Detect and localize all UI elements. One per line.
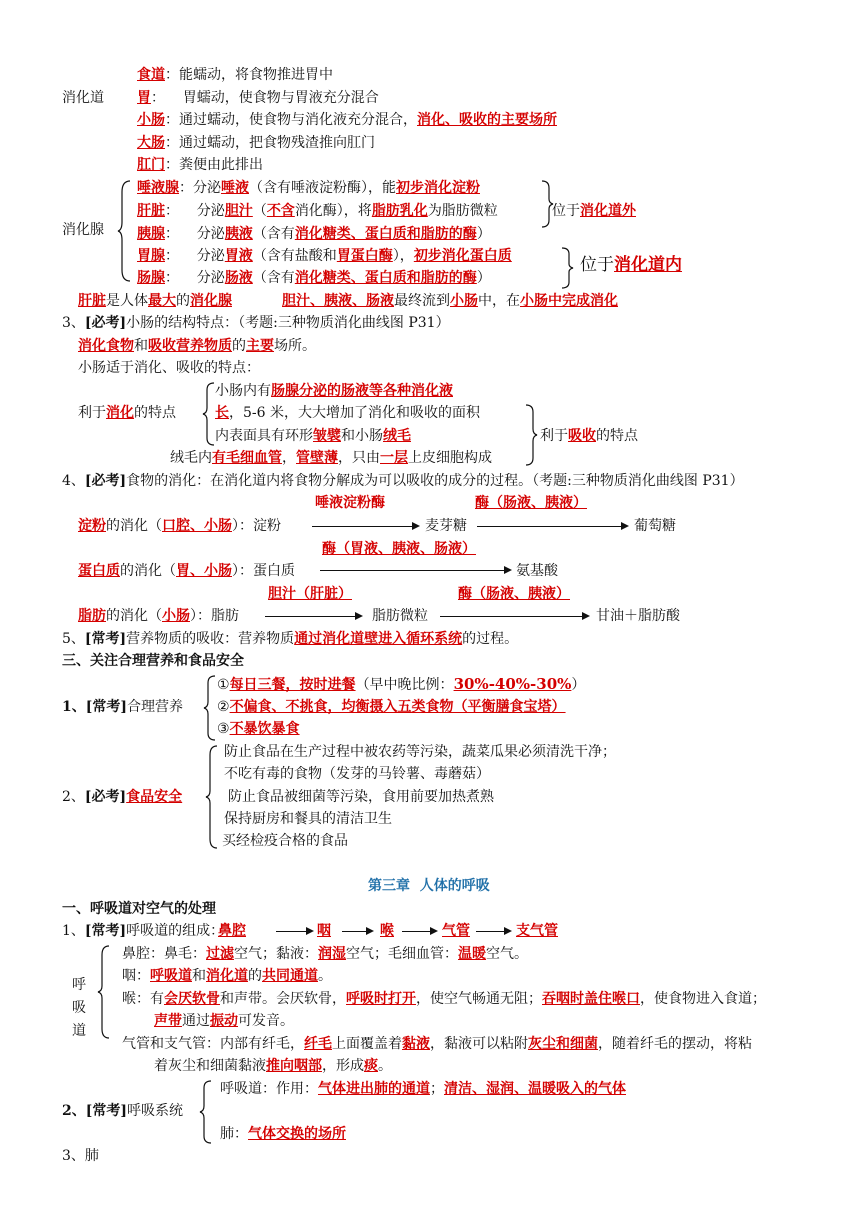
safety-brace	[205, 745, 219, 849]
nutrition-label: 1、[常考]合理营养	[62, 699, 183, 715]
protein-arrow	[320, 570, 510, 571]
s3-left-brace	[202, 382, 216, 446]
tract-anus-line: 肛门：粪便由此排出	[137, 157, 263, 173]
tract-esophagus-line: 食道：能蠕动，将食物推进胃中	[137, 67, 333, 83]
starch-glucose: 葡萄糖	[634, 518, 676, 534]
nose-line: 鼻腔：鼻毛：过滤空气；黏液：润湿空气；毛细血管：温暖空气。	[122, 946, 528, 962]
inside-tract-note: 位于消化道内	[580, 255, 682, 275]
starch-arrow-1	[312, 526, 418, 527]
safety-label: 2、[必考]食品安全	[62, 789, 183, 805]
glands-brace	[118, 180, 132, 282]
bile-summary-line: 胆汁、胰液、肠液最终流到小肠中，在小肠中完成消化	[282, 293, 618, 309]
resp-tract-composition: 1、[常考]呼吸道的组成：	[62, 923, 225, 939]
s3-item-3: 内表面具有环形皱襞和小肠绒毛	[215, 428, 411, 444]
meal-ratio: 30%-40%-30%	[453, 675, 572, 693]
s5-line: 5、[常考]营养物质的吸收：营养物质通过消化道壁进入循环系统的过程。	[62, 631, 519, 647]
gland-saliva-line: 唾液腺：分泌唾液（含有唾液淀粉酶），能初步消化淀粉	[137, 180, 480, 196]
safety-item-2: 不吃有毒的食物（发芽的马铃薯、毒蘑菇）	[224, 766, 490, 782]
larynx-line: 喉：有会厌软骨和声带。会厌软骨，呼吸时打开，使空气畅通无阻；吞咽时盖住喉口，使食物进入食道；	[122, 991, 766, 1007]
gland-stomach-line: 胃腺： 分泌胃液（含有盐酸和胃蛋白酶），初步消化蛋白质	[137, 248, 512, 264]
nutrition-item-3: ③不暴饮暴食	[217, 721, 300, 737]
resp-tract-brace	[97, 945, 111, 1039]
glands-label: 消化腺	[62, 222, 104, 238]
resp-tract-label-2: 吸	[72, 1000, 86, 1016]
resp-tract-label-3: 道	[72, 1023, 86, 1039]
s3-item-2: 长，5-6 米，大大增加了消化和吸收的面积	[215, 405, 480, 421]
nutrition-item-1: ①每日三餐，按时进餐（早中晚比例：30%-40%-30%）	[217, 675, 586, 693]
part-arrow-2	[342, 931, 372, 932]
liver-summary-line: 肝脏是人体最大的消化腺	[78, 293, 232, 309]
nutrition-brace	[203, 675, 217, 741]
fat-enzyme-2: 酶（肠液、胰液）	[458, 586, 570, 602]
part-trachea: 气管	[442, 923, 470, 939]
safety-item-1: 防止食品在生产过程中被农药等污染，蔬菜瓜果必须清洗干净；	[224, 744, 616, 760]
s3-absorb-label: 利于吸收的特点	[540, 428, 638, 444]
safety-item-4: 保持厨房和餐具的清洁卫生	[224, 811, 392, 827]
nutrition-item-2: ②不偏食、不挑食，均衡摄入五类食物（平衡膳食宝塔）	[217, 699, 566, 715]
resp-system-tract: 呼吸道：作用：气体进出肺的通道；清洁、湿润、温暖吸入的气体	[220, 1081, 626, 1097]
part-nasal-cavity: 鼻腔	[218, 923, 246, 939]
trachea-line: 气管和支气管：内部有纤毛，纤毛上面覆盖着黏液，黏液可以粘附灰尘和细菌，随着纤毛的摆动，将粘	[122, 1036, 752, 1052]
safety-item-5: 买经检疫合格的食品	[222, 833, 348, 849]
fat-particles: 脂肪微粒	[372, 608, 428, 624]
section-3-title: 三、关注合理营养和食品安全	[62, 653, 244, 669]
fat-enzyme-1: 胆汁（肝脏）	[268, 586, 352, 602]
s3-digest-label: 利于消化的特点	[78, 405, 176, 421]
larynx-line-2: 声带通过振动可发音。	[154, 1013, 294, 1029]
s4-heading: 4、[必考]食物的消化：在消化道内将食物分解成为可以吸收的成分的过程。（考题:三种物质消化曲线图 P31）	[62, 473, 744, 489]
part-pharynx: 咽	[317, 923, 331, 939]
resp-system-label: 2、[常考]呼吸系统	[62, 1103, 183, 1119]
starch-maltose: 麦芽糖	[425, 518, 467, 534]
s3-villi-line: 绒毛内有毛细血管，管壁薄，只由一层上皮细胞构成	[170, 450, 492, 466]
protein-enzyme: 酶（胃液、胰液、肠液）	[322, 541, 476, 557]
s3-role-line: 消化食物和吸收营养物质的主要场所。	[78, 338, 316, 354]
starch-digestion-line: 淀粉的消化（口腔、小肠）：淀粉	[78, 518, 281, 534]
resp-tract-label-1: 呼	[72, 977, 86, 993]
resp-section-1-title: 一、呼吸道对空气的处理	[62, 901, 216, 917]
s3-heading: 3、[必考]小肠的结构特点：（考题:三种物质消化曲线图 P31）	[62, 315, 450, 331]
protein-amino-acid: 氨基酸	[516, 563, 558, 579]
s3-item-1: 小肠内有肠腺分泌的肠液等各种消化液	[215, 383, 453, 399]
tract-stomach-line: 胃： 胃蠕动，使食物与胃液充分混合	[137, 90, 379, 106]
starch-enzyme-1: 唾液淀粉酶	[315, 495, 385, 511]
pharynx-line: 咽：呼吸道和消化道的共同通道。	[122, 968, 332, 984]
gland-liver-line: 肝脏： 分泌胆汁（不含消化酶），将脂肪乳化为脂肪微粒	[137, 203, 498, 219]
inside-brace	[560, 247, 574, 289]
starch-enzyme-2: 酶（肠液、胰液）	[475, 495, 587, 511]
fat-products: 甘油＋脂肪酸	[596, 608, 680, 624]
part-larynx: 喉	[380, 923, 394, 939]
digestive-tract-label: 消化道	[62, 90, 104, 106]
starch-arrow-2	[477, 526, 627, 527]
esophagus-term: 食道	[137, 67, 165, 83]
trachea-line-2: 着灰尘和细菌黏液推向咽部，形成痰。	[154, 1058, 392, 1074]
fat-arrow-2	[440, 616, 588, 617]
gland-intestine-line: 肠腺： 分泌肠液（含有消化糖类、蛋白质和脂肪的酶）	[137, 270, 491, 286]
fat-arrow-1	[265, 616, 361, 617]
resp-system-brace	[199, 1080, 213, 1144]
s3-intro: 小肠适于消化、吸收的特点：	[78, 360, 260, 376]
safety-item-3: 防止食品被细菌等污染，食用前要加热煮熟	[228, 789, 494, 805]
lung-heading: 3、肺	[62, 1148, 99, 1164]
part-arrow-1	[276, 931, 312, 932]
s3-right-brace	[524, 404, 538, 466]
outside-tract-note: 位于消化道外	[552, 203, 636, 219]
tract-large-intestine-line: 大肠：通过蠕动，把食物残渣推向肛门	[137, 135, 375, 151]
resp-system-lung: 肺：气体交换的场所	[220, 1126, 346, 1142]
part-bronchi: 支气管	[516, 923, 558, 939]
chapter-3-title: 第三章 人体的呼吸	[368, 878, 490, 894]
protein-digestion-line: 蛋白质的消化（胃、小肠）：蛋白质	[78, 563, 295, 579]
tract-small-intestine-line: 小肠：通过蠕动，使食物与消化液充分混合，消化、吸收的主要场所	[137, 112, 557, 128]
fat-digestion-line: 脂肪的消化（小肠）：脂肪	[78, 608, 239, 624]
part-arrow-3	[402, 931, 436, 932]
part-arrow-4	[476, 931, 510, 932]
gland-pancreas-line: 胰腺： 分泌胰液（含有消化糖类、蛋白质和脂肪的酶）	[137, 226, 491, 242]
